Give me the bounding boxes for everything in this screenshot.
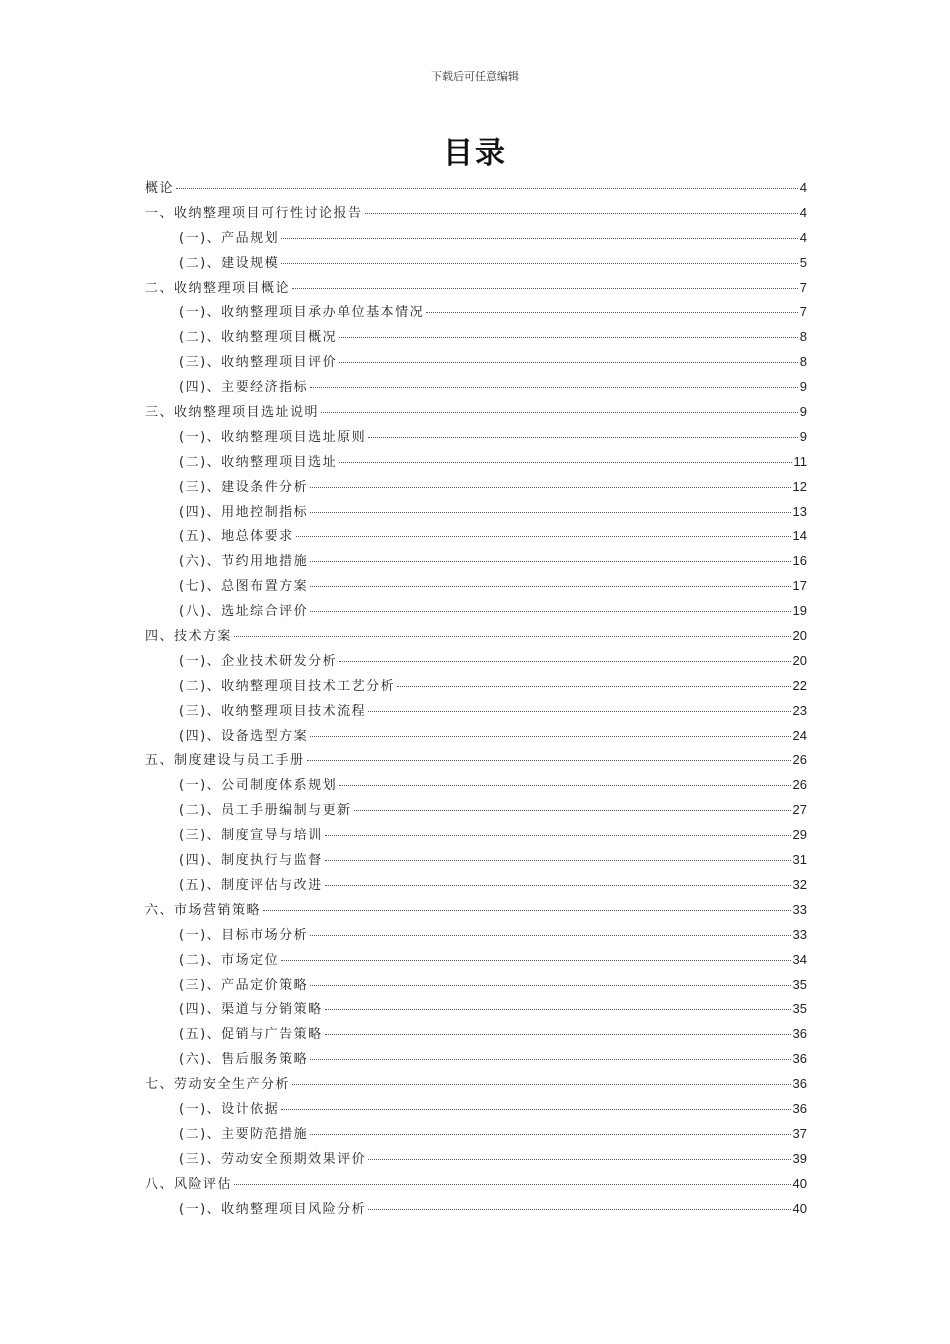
dot-leader bbox=[368, 437, 798, 438]
toc-page-number: 13 bbox=[792, 503, 807, 519]
toc-subsection-entry[interactable] bbox=[145, 326, 807, 351]
toc-page-number: 4 bbox=[799, 180, 807, 195]
toc-subsection-entry[interactable] bbox=[145, 1123, 807, 1148]
toc-entry-label: 一、收纳整理项目可行性讨论报告 bbox=[145, 205, 363, 221]
toc-section-entry[interactable] bbox=[145, 202, 807, 227]
toc-page-number: 27 bbox=[792, 802, 807, 818]
toc-subsection-entry[interactable] bbox=[145, 974, 807, 999]
toc-entry-label: (八)、选址综合评价 bbox=[179, 604, 309, 620]
toc-entry-label: (六)、售后服务策略 bbox=[179, 1052, 309, 1068]
toc-page-number: 7 bbox=[799, 304, 807, 320]
toc-entry-label: (四)、用地控制指标 bbox=[179, 504, 309, 520]
toc-page-number: 14 bbox=[792, 528, 807, 544]
toc-entry-label: (一)、产品规划 bbox=[179, 230, 280, 246]
dot-leader bbox=[339, 337, 798, 338]
dot-leader bbox=[310, 985, 790, 986]
toc-subsection-entry[interactable] bbox=[145, 650, 807, 675]
toc-subsection-entry[interactable] bbox=[145, 227, 807, 252]
toc-entry-label: 五、制度建设与员工手册 bbox=[145, 753, 305, 769]
toc-page-number: 37 bbox=[792, 1125, 807, 1141]
dot-leader bbox=[354, 810, 791, 811]
toc-page-number: 16 bbox=[792, 553, 807, 569]
toc-page-number: 17 bbox=[792, 578, 807, 594]
toc-page-number: 36 bbox=[792, 1100, 807, 1116]
toc-entry-label: (一)、收纳整理项目承办单位基本情况 bbox=[179, 305, 425, 321]
toc-section-entry[interactable] bbox=[145, 1173, 807, 1198]
dot-leader bbox=[310, 736, 790, 737]
toc-page-number: 20 bbox=[792, 652, 807, 668]
toc-page-number: 19 bbox=[792, 603, 807, 619]
toc-page-number: 9 bbox=[799, 404, 807, 420]
toc-entry-label: (二)、主要防范措施 bbox=[179, 1126, 309, 1142]
toc-entry-label: (五)、地总体要求 bbox=[179, 529, 294, 545]
toc-page-number: 26 bbox=[792, 777, 807, 793]
toc-page-number: 36 bbox=[792, 1076, 807, 1092]
toc-entry-label: (二)、员工手册编制与更新 bbox=[179, 803, 352, 819]
toc-page-number: 33 bbox=[792, 926, 807, 942]
toc-subsection-entry[interactable] bbox=[145, 252, 807, 277]
toc-entry-label: (四)、设备选型方案 bbox=[179, 728, 309, 744]
toc-entry-label: (三)、产品定价策略 bbox=[179, 977, 309, 993]
toc-section-entry[interactable] bbox=[145, 277, 807, 302]
toc-page-number: 39 bbox=[792, 1150, 807, 1166]
dot-leader bbox=[292, 1084, 791, 1085]
toc-section-entry[interactable] bbox=[145, 1073, 807, 1098]
toc-entry-label: (五)、制度评估与改进 bbox=[179, 877, 323, 893]
toc-entry-label: 二、收纳整理项目概论 bbox=[145, 280, 291, 296]
toc-subsection-entry[interactable] bbox=[145, 700, 807, 725]
toc-page-number: 22 bbox=[792, 677, 807, 693]
dot-leader bbox=[281, 263, 798, 264]
toc-subsection-entry[interactable] bbox=[145, 725, 807, 750]
toc-entry-label: (三)、劳动安全预期效果评价 bbox=[179, 1151, 367, 1167]
toc-subsection-entry[interactable] bbox=[145, 799, 807, 824]
toc-entry-label: (二)、市场定位 bbox=[179, 952, 280, 968]
toc-page-number: 9 bbox=[799, 428, 807, 444]
toc-subsection-entry[interactable] bbox=[145, 998, 807, 1023]
dot-leader bbox=[310, 935, 790, 936]
dot-leader bbox=[339, 462, 791, 463]
toc-page-number: 35 bbox=[792, 976, 807, 992]
dot-leader bbox=[292, 288, 798, 289]
toc-subsection-entry[interactable] bbox=[145, 849, 807, 874]
dot-leader bbox=[325, 885, 791, 886]
toc-subsection-entry[interactable] bbox=[145, 476, 807, 501]
toc-page-number: 34 bbox=[792, 951, 807, 967]
toc-entry-label: (二)、建设规模 bbox=[179, 255, 280, 271]
toc-page-number: 24 bbox=[792, 727, 807, 743]
toc-section-entry[interactable] bbox=[145, 625, 807, 650]
toc-entry-label: (一)、收纳整理项目选址原则 bbox=[179, 429, 367, 445]
toc-entry-label: 八、风险评估 bbox=[145, 1176, 233, 1192]
toc-entry-label: (四)、制度执行与监督 bbox=[179, 853, 323, 869]
toc-entry-label: 六、市场营销策略 bbox=[145, 902, 262, 918]
toc-page-number: 26 bbox=[792, 752, 807, 768]
toc-subsection-entry[interactable] bbox=[145, 675, 807, 700]
toc-entry-label: (四)、主要经济指标 bbox=[179, 380, 309, 396]
toc-page-number: 29 bbox=[792, 827, 807, 843]
dot-leader bbox=[339, 661, 790, 662]
dot-leader bbox=[325, 835, 791, 836]
toc-page-number: 36 bbox=[792, 1026, 807, 1042]
toc-subsection-entry[interactable] bbox=[145, 351, 807, 376]
toc-subsection-entry[interactable] bbox=[145, 924, 807, 949]
dot-leader bbox=[310, 512, 790, 513]
toc-entry-label: 四、技术方案 bbox=[145, 629, 233, 645]
table-of-contents bbox=[145, 177, 807, 1222]
toc-page-number: 20 bbox=[792, 628, 807, 644]
dot-leader bbox=[310, 1059, 790, 1060]
toc-subsection-entry[interactable] bbox=[145, 1023, 807, 1048]
toc-entry-label: (一)、设计依据 bbox=[179, 1101, 280, 1117]
toc-subsection-entry[interactable] bbox=[145, 575, 807, 600]
toc-subsection-entry[interactable] bbox=[145, 824, 807, 849]
toc-section-entry[interactable] bbox=[145, 749, 807, 774]
toc-subsection-entry[interactable] bbox=[145, 774, 807, 799]
dot-leader bbox=[310, 561, 790, 562]
toc-entry-label: (二)、收纳整理项目选址 bbox=[179, 454, 338, 470]
toc-entry-label: (六)、节约用地措施 bbox=[179, 554, 309, 570]
toc-section-entry[interactable] bbox=[145, 401, 807, 426]
toc-page-number: 4 bbox=[799, 229, 807, 245]
toc-page-number: 31 bbox=[792, 852, 807, 868]
toc-subsection-entry[interactable] bbox=[145, 1048, 807, 1073]
toc-subsection-entry[interactable] bbox=[145, 376, 807, 401]
toc-page-number: 23 bbox=[792, 702, 807, 718]
dot-leader bbox=[296, 536, 791, 537]
toc-entry-label: 概论 bbox=[145, 181, 175, 196]
toc-subsection-entry[interactable] bbox=[145, 600, 807, 625]
toc-page-number: 7 bbox=[799, 279, 807, 295]
dot-leader bbox=[325, 1009, 791, 1010]
toc-section-entry[interactable] bbox=[145, 899, 807, 924]
dot-leader bbox=[321, 412, 798, 413]
toc-subsection-entry[interactable] bbox=[145, 426, 807, 451]
toc-subsection-entry[interactable] bbox=[145, 1098, 807, 1123]
dot-leader bbox=[426, 312, 798, 313]
dot-leader bbox=[234, 1184, 791, 1185]
toc-page-number: 32 bbox=[792, 876, 807, 892]
dot-leader bbox=[325, 1034, 791, 1035]
dot-leader bbox=[234, 636, 791, 637]
dot-leader bbox=[339, 362, 798, 363]
dot-leader bbox=[325, 860, 791, 861]
toc-subsection-entry[interactable] bbox=[145, 501, 807, 526]
toc-page-number: 11 bbox=[793, 453, 807, 469]
toc-entry-label: (一)、收纳整理项目风险分析 bbox=[179, 1201, 367, 1217]
toc-page-number: 5 bbox=[799, 254, 807, 270]
toc-subsection-entry[interactable] bbox=[145, 525, 807, 550]
toc-page-number: 33 bbox=[792, 901, 807, 917]
toc-subsection-entry[interactable] bbox=[145, 550, 807, 575]
toc-page-number: 8 bbox=[799, 354, 807, 370]
dot-leader bbox=[263, 910, 791, 911]
toc-page-number: 35 bbox=[792, 1001, 807, 1017]
download-note: 下载后可任意编辑 bbox=[431, 70, 519, 83]
toc-entry-label: (一)、企业技术研发分析 bbox=[179, 653, 338, 669]
dot-leader bbox=[281, 238, 798, 239]
dot-leader bbox=[365, 213, 798, 214]
toc-page-number: 9 bbox=[799, 379, 807, 395]
toc-subsection-entry[interactable] bbox=[145, 874, 807, 899]
toc-subsection-entry[interactable] bbox=[145, 949, 807, 974]
toc-section-entry[interactable] bbox=[145, 177, 807, 202]
dot-leader bbox=[310, 387, 798, 388]
toc-subsection-entry[interactable] bbox=[145, 1198, 807, 1223]
toc-entry-label: (二)、收纳整理项目技术工艺分析 bbox=[179, 678, 396, 694]
toc-subsection-entry[interactable] bbox=[145, 451, 807, 476]
toc-entry-label: (三)、收纳整理项目评价 bbox=[179, 355, 338, 371]
toc-subsection-entry[interactable] bbox=[145, 1148, 807, 1173]
toc-page-number: 8 bbox=[799, 329, 807, 345]
toc-entry-label: (三)、收纳整理项目技术流程 bbox=[179, 703, 367, 719]
dot-leader bbox=[310, 1134, 790, 1135]
toc-entry-label: (三)、制度宣导与培训 bbox=[179, 828, 323, 844]
dot-leader bbox=[368, 711, 790, 712]
dot-leader bbox=[397, 686, 790, 687]
dot-leader bbox=[281, 1109, 790, 1110]
dot-leader bbox=[368, 1159, 790, 1160]
toc-entry-label: (三)、建设条件分析 bbox=[179, 479, 309, 495]
toc-subsection-entry[interactable] bbox=[145, 301, 807, 326]
dot-leader bbox=[281, 960, 790, 961]
toc-page-number: 12 bbox=[792, 478, 807, 494]
dot-leader bbox=[310, 487, 790, 488]
toc-entry-label: (一)、公司制度体系规划 bbox=[179, 778, 338, 794]
toc-entry-label: (五)、促销与广告策略 bbox=[179, 1027, 323, 1043]
toc-title: 目录 bbox=[443, 136, 507, 171]
dot-leader bbox=[310, 611, 790, 612]
dot-leader bbox=[310, 586, 790, 587]
toc-entry-label: (四)、渠道与分销策略 bbox=[179, 1002, 323, 1018]
toc-entry-label: (七)、总图布置方案 bbox=[179, 579, 309, 595]
toc-page-number: 36 bbox=[792, 1051, 807, 1067]
toc-page-number: 40 bbox=[792, 1175, 807, 1191]
dot-leader bbox=[368, 1209, 790, 1210]
toc-entry-label: 七、劳动安全生产分析 bbox=[145, 1077, 291, 1093]
dot-leader bbox=[176, 188, 798, 189]
toc-entry-label: (一)、目标市场分析 bbox=[179, 927, 309, 943]
toc-entry-label: 三、收纳整理项目选址说明 bbox=[145, 405, 320, 421]
dot-leader bbox=[307, 760, 791, 761]
dot-leader bbox=[339, 785, 790, 786]
toc-page-number: 4 bbox=[799, 204, 807, 220]
toc-entry-label: (二)、收纳整理项目概况 bbox=[179, 330, 338, 346]
toc-page-number: 40 bbox=[792, 1200, 807, 1216]
